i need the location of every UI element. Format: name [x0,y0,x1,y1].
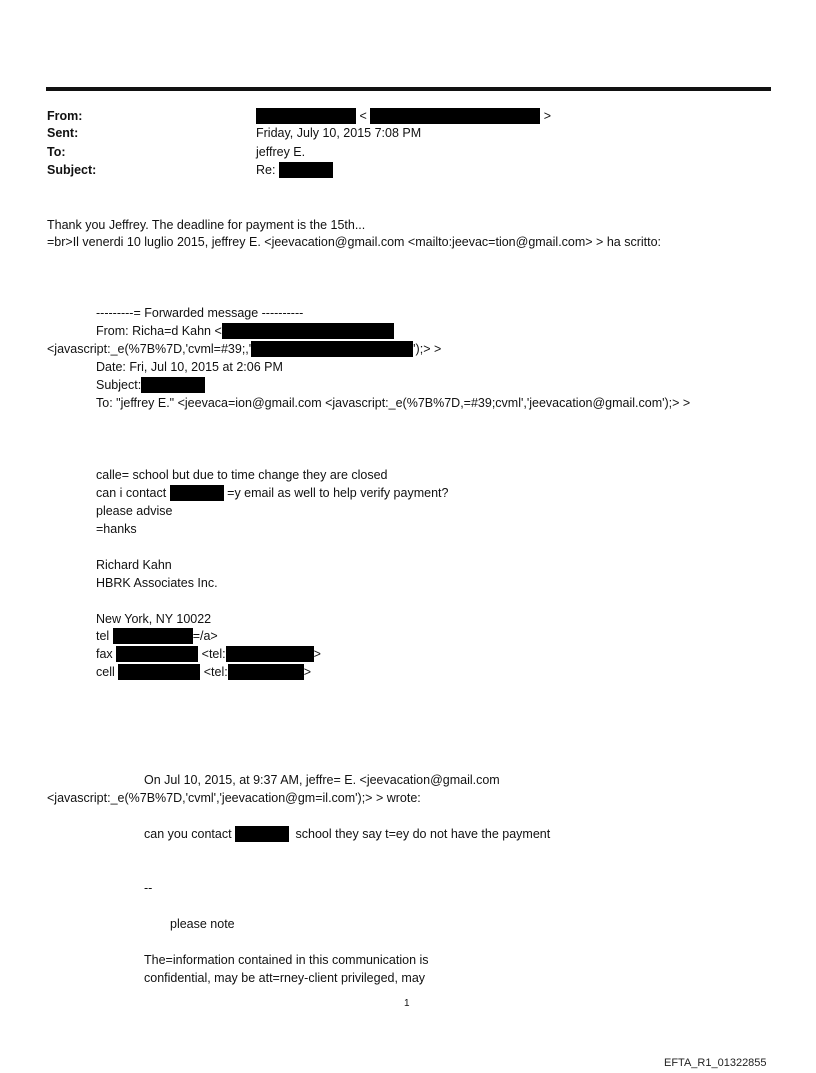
quoted-dashes: -- [144,881,153,895]
quoted-note: please note [170,917,235,931]
confidentiality-line-2: confidential, may be att=rney-client privileged, may [144,971,426,985]
body-line-1: Thank you Jeffrey. The deadline for payment is the 15th... [47,218,366,232]
message-line-4: =hanks [96,522,137,536]
forwarded-subject [96,377,205,393]
subject-label: Subject: [47,163,97,177]
from-gt: > [543,109,552,123]
redaction-block [256,108,356,124]
fax-tel: <tel: [201,647,226,661]
sent-value: Friday, July 10, 2015 7:08 PM [256,126,422,140]
redaction-block [170,485,224,501]
from-label: From: [47,109,83,123]
signature-cell [96,664,311,680]
page-number: 1 [404,998,410,1009]
message-line-2b: =y email as well to help verify payment? [227,486,449,500]
redaction-block [370,108,540,124]
quoted-message [144,826,550,842]
fax-label: fax [96,647,113,661]
signature-tel [96,628,218,644]
redaction-block [116,646,198,662]
forwarded-from-text: From: Richa=d Kahn < [96,324,222,338]
quoted-message-a: can you contact [144,827,232,841]
redaction-block [235,826,289,842]
body-line-2: =br>Il venerdi 10 luglio 2015, jeffrey E. <jeevacation@gmail.com <mailto:jeevac=tion@gmail.com> > ha scritto: [47,235,662,249]
from-lt: < [359,109,367,123]
document-id-footer: EFTA_R1_01322855 [664,1057,767,1069]
message-line-2a: can i contact [96,486,167,500]
cell-tel: <tel: [203,665,228,679]
js-line-start: <javascript:_e(%7B%7D,'cvml=#39;,' [47,342,252,356]
tel-label: tel [96,629,110,643]
tel-suffix: =/a> [192,629,218,643]
confidentiality-line-1: The=information contained in this communication is [144,953,429,967]
signature-city: New York, NY 10022 [96,612,212,626]
forwarded-heading: ---------= Forwarded message ---------- [96,306,304,320]
redaction-block [141,377,205,393]
signature-name: Richard Kahn [96,558,172,572]
cell-end: > [303,665,312,679]
redaction-block [226,646,314,662]
redaction-block [251,341,413,357]
forwarded-subject-label: Subject: [96,378,142,392]
quoted-message-b: school they say t=ey do not have the payment [295,827,551,841]
quoted-intro-2: <javascript:_e(%7B%7D,'cvml','jeevacation@gm=il.com');> > wrote: [47,791,421,805]
redaction-block [279,162,333,178]
fax-end: > [313,647,321,661]
signature-company: HBRK Associates Inc. [96,576,218,590]
redaction-block [113,628,193,644]
subject-value [256,162,333,178]
header-rule [46,87,771,91]
redaction-block [228,664,304,680]
message-line-2 [96,485,448,501]
message-line-1: calle= school but due to time change they are closed [96,468,388,482]
forwarded-date: Date: Fri, Jul 10, 2015 at 2:06 PM [96,360,283,374]
forwarded-js-line [47,341,441,357]
message-line-3: please advise [96,504,173,518]
subject-prefix: Re: [256,163,276,177]
forwarded-to: To: "jeffrey E." <jeevaca=ion@gmail.com <javascript:_e(%7B%7D,=#39;cvml','jeevacation@gmail.com');> > [96,396,691,410]
cell-label: cell [96,665,115,679]
to-label: To: [47,145,66,159]
quoted-intro-1: On Jul 10, 2015, at 9:37 AM, jeffre= E. <jeevacation@gmail.com [144,773,500,787]
redaction-block [222,323,394,339]
forwarded-from [96,323,394,339]
redaction-block [118,664,200,680]
sent-label: Sent: [47,126,79,140]
js-line-end: ');> > [413,342,442,356]
to-value: jeffrey E. [256,145,306,159]
signature-fax [96,646,321,662]
from-value [256,108,551,124]
